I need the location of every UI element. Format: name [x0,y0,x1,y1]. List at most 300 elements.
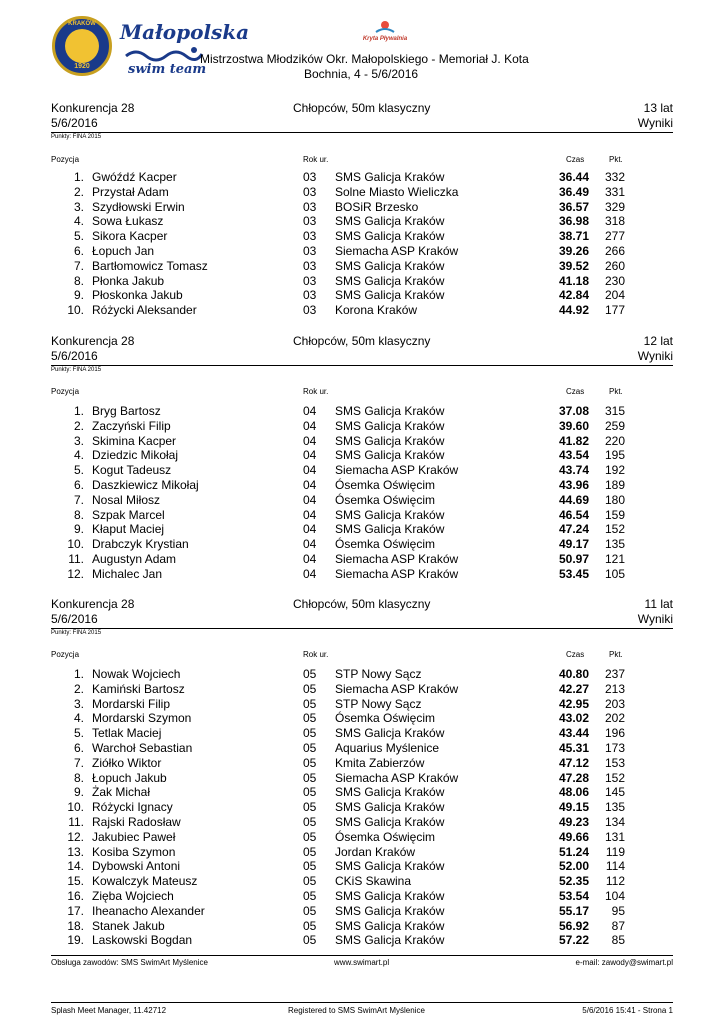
result-points: 318 [604,214,625,229]
table-row [0,303,725,318]
swimmer-name: Bartłomowicz Tomasz [92,258,208,273]
birth-year: 05 [303,933,317,948]
swimmer-name: Augustyn Adam [92,551,177,566]
table-row [0,537,725,552]
swimmer-name: Gwóźdź Kacper [92,170,177,184]
logo-top-text: KRAKÓW [68,21,96,27]
swimmer-name: Warchoł Sebastian [92,740,193,755]
table-row [0,259,725,274]
birth-year: 05 [303,844,317,859]
type-label: Wyniki [637,612,673,626]
club-name: SMS Galicja Kraków [335,229,445,244]
footer-divider [51,955,673,956]
divider [51,132,673,133]
age-label: 13 lat [643,101,673,115]
col-time: Czas [566,650,585,659]
birth-year: 03 [303,170,317,184]
table-row [0,697,725,712]
club-name: SMS Galicja Kraków [335,214,445,229]
swimmer-name: Nowak Wojciech [92,667,181,681]
club-name: SMS Galicja Kraków [335,785,445,800]
table-row [0,552,725,567]
result-time: 44.92 [558,303,589,318]
result-position: 15. [67,874,84,889]
swimmer-name: Przystał Adam [92,184,169,199]
result-position: 8. [73,770,84,785]
birth-year: 05 [303,770,317,785]
swimmer-name: Tetlak Maciej [92,726,162,741]
result-position: 3. [73,696,84,711]
table-row [0,845,725,860]
result-position: 8. [73,507,84,522]
result-position: 3. [73,433,84,448]
col-pos: Pozycja [51,650,80,659]
swimmer-name: Mordarski Szymon [92,711,192,726]
club-name: SMS Galicja Kraków [335,888,445,903]
table-row [0,682,725,697]
result-position: 1. [73,170,84,184]
result-time: 40.80 [558,667,589,681]
col-points: Pkt. [609,650,623,659]
club-name: Jordan Kraków [335,844,416,859]
result-time: 47.28 [558,770,589,785]
divider [51,365,673,366]
result-time: 53.54 [558,888,589,903]
result-time: 49.66 [558,829,589,844]
result-points: 104 [604,888,625,903]
club-name: Ósemka Oświęcim [335,829,436,844]
table-row [0,214,725,229]
result-position: 7. [73,258,84,273]
birth-year: 05 [303,903,317,918]
club-name: SMS Galicja Kraków [335,273,445,288]
race-label: Chłopców, 50m klasyczny [293,101,431,115]
col-time: Czas [566,155,585,164]
club-name: Siemacha ASP Kraków [335,463,459,478]
footer-timestamp: 5/6/2016 15:41 - Strona 1 [582,1006,673,1015]
result-position: 12. [67,829,84,844]
sponsor-name: Kryta Pływalnia [362,36,408,42]
sponsor-icon [375,20,395,34]
club-name: Kmita Zabierzów [335,755,425,770]
result-time: 49.15 [558,800,589,815]
result-position: 10. [67,303,84,318]
result-time: 52.35 [558,874,589,889]
swimmer-name: Kamiński Bartosz [92,681,185,696]
event-label: Konkurencja 28 [51,101,135,115]
footer-website[interactable]: www.swimart.pl [334,958,390,967]
birth-year: 05 [303,800,317,815]
result-points: 112 [605,874,625,889]
result-points: 277 [604,229,625,244]
col-year: Rok ur. [303,155,329,164]
birth-year: 03 [303,184,317,199]
result-points: 260 [604,258,625,273]
swimmer-name: Łopuch Jakub [92,770,167,785]
birth-year: 03 [303,229,317,244]
swimmer-name: Szpak Marcel [92,507,165,522]
swimmer-name: Ziółko Wiktor [92,755,162,770]
swimmer-name: Laskowski Bogdan [92,933,193,948]
points-note: Punkty: FINA 2015 [51,134,102,140]
club-name: SMS Galicja Kraków [335,170,445,184]
result-points: 192 [604,463,625,478]
col-points: Pkt. [609,155,623,164]
table-row [0,874,725,889]
birth-year: 05 [303,696,317,711]
race-label: Chłopców, 50m klasyczny [293,334,431,348]
result-time: 49.17 [558,537,589,552]
club-name: Solne Miasto Wieliczka [335,184,459,199]
club-name: SMS Galicja Kraków [335,404,445,418]
club-name: SMS Galicja Kraków [335,814,445,829]
table-row [0,830,725,845]
swimmer-name: Zaczyński Filip [92,418,171,433]
result-points: 145 [604,785,625,800]
club-name: SMS Galicja Kraków [335,933,445,948]
result-position: 8. [73,273,84,288]
result-position: 10. [67,537,84,552]
birth-year: 03 [303,214,317,229]
result-position: 4. [73,214,84,229]
swimmer-name: Daszkiewicz Mikołaj [92,477,199,492]
results-list-12 [0,404,725,582]
table-row [0,711,725,726]
birth-year: 05 [303,859,317,874]
result-time: 41.82 [558,433,589,448]
birth-year: 03 [303,258,317,273]
event-label: Konkurencja 28 [51,597,135,611]
meet-title: Mistrzostwa Młodzików Okr. Małopolskiego - Memoriał J. Kota [200,52,529,66]
club-name: Siemacha ASP Kraków [335,551,459,566]
date-label: 5/6/2016 [51,116,98,130]
result-time: 55.17 [558,903,589,918]
swimmer-name: Kłaput Maciej [92,522,165,537]
result-position: 10. [67,800,84,815]
result-time: 49.23 [558,814,589,829]
result-position: 6. [73,740,84,755]
date-label: 5/6/2016 [51,612,98,626]
result-position: 2. [73,681,84,696]
club-name: Aquarius Myślenice [335,740,440,755]
result-points: 131 [604,829,625,844]
sponsor-logo [355,20,415,42]
club-name: SMS Galicja Kraków [335,258,445,273]
result-time: 48.06 [558,785,589,800]
result-position: 11. [68,551,84,566]
result-points: 134 [604,814,625,829]
swimmer-name: Mordarski Filip [92,696,171,711]
result-points: 220 [604,433,625,448]
swimmer-name: Rajski Radosław [92,814,181,829]
result-points: 119 [605,844,625,859]
result-points: 177 [604,303,625,318]
swimmer-name: Kosiba Szymon [92,844,176,859]
result-points: 332 [604,170,625,184]
results-list-13 [0,170,725,318]
result-time: 36.57 [558,199,589,214]
birth-year: 04 [303,418,317,433]
result-time: 42.84 [558,288,589,303]
result-points: 85 [611,933,625,948]
club-name: SMS Galicja Kraków [335,433,445,448]
club-name: Ósemka Oświęcim [335,537,436,552]
club-name: SMS Galicja Kraków [335,448,445,463]
table-row [0,815,725,830]
result-points: 196 [604,726,625,741]
result-points: 159 [604,507,625,522]
birth-year: 05 [303,711,317,726]
table-row [0,859,725,874]
wave-icon [124,46,204,62]
club-name: SMS Galicja Kraków [335,522,445,537]
result-time: 57.22 [558,933,589,948]
result-position: 2. [73,418,84,433]
result-points: 95 [611,903,625,918]
result-position: 17. [67,903,84,918]
birth-year: 05 [303,918,317,933]
result-position: 5. [73,229,84,244]
footer-email[interactable]: e-mail: zawody@swimart.pl [575,958,673,967]
result-points: 105 [604,566,625,581]
swimmer-name: Sikora Kacper [92,229,168,244]
club-name: SMS Galicja Kraków [335,859,445,874]
result-points: 189 [604,477,625,492]
result-position: 9. [73,785,84,800]
result-time: 44.69 [558,492,589,507]
swimmer-name: Sowa Łukasz [92,214,164,229]
table-row [0,726,725,741]
result-time: 52.00 [558,859,589,874]
birth-year: 05 [303,785,317,800]
club-name: Ósemka Oświęcim [335,477,436,492]
logo-year: 1920 [74,63,90,70]
table-row [0,493,725,508]
result-position: 6. [73,243,84,258]
birth-year: 05 [303,888,317,903]
table-row [0,434,725,449]
birth-year: 04 [303,492,317,507]
result-position: 13. [67,844,84,859]
club-name: STP Nowy Sącz [335,667,422,681]
age-label: 11 lat [644,597,673,611]
club-name: SMS Galicja Kraków [335,507,445,522]
type-label: Wyniki [637,349,673,363]
birth-year: 05 [303,667,317,681]
table-row [0,478,725,493]
result-points: 180 [604,492,625,507]
swimmer-name: Michalec Jan [92,566,163,581]
result-time: 42.95 [558,696,589,711]
birth-year: 03 [303,273,317,288]
birth-year: 04 [303,551,317,566]
club-name: Siemacha ASP Kraków [335,566,459,581]
club-name: SMS Galicja Kraków [335,800,445,815]
birth-year: 05 [303,829,317,844]
swimmer-name: Łopuch Jan [92,243,155,258]
result-position: 9. [73,288,84,303]
swimmer-name: Skimina Kacper [92,433,177,448]
result-time: 46.54 [558,507,589,522]
swimmer-name: Kowalczyk Mateusz [92,874,198,889]
result-position: 5. [73,463,84,478]
table-row [0,508,725,523]
result-points: 213 [604,681,625,696]
result-points: 331 [604,184,625,199]
result-position: 12. [67,566,84,581]
birth-year: 04 [303,522,317,537]
meet-location-date: Bochnia, 4 - 5/6/2016 [304,67,419,81]
club-name: SMS Galicja Kraków [335,418,445,433]
table-row [0,229,725,244]
swimmer-name: Żak Michał [92,785,151,800]
table-row [0,756,725,771]
result-position: 2. [73,184,84,199]
swimmer-name: Jakubiec Paweł [92,829,176,844]
points-note: Punkty: FINA 2015 [51,367,102,373]
footer-software: Splash Meet Manager, 11.42712 [51,1006,167,1015]
points-note: Punkty: FINA 2015 [51,630,102,636]
table-row [0,771,725,786]
table-row [0,904,725,919]
divider [51,628,673,629]
result-position: 14. [67,859,84,874]
race-label: Chłopców, 50m klasyczny [293,597,431,611]
result-time: 41.18 [558,273,589,288]
result-points: 135 [604,537,625,552]
birth-year: 04 [303,404,317,418]
birth-year: 04 [303,566,317,581]
result-points: 202 [604,711,625,726]
table-row [0,244,725,259]
swimmer-name: Kogut Tadeusz [92,463,172,478]
result-position: 11. [68,814,84,829]
result-position: 9. [73,522,84,537]
table-row [0,785,725,800]
col-pos: Pozycja [51,387,80,396]
club-name: Ósemka Oświęcim [335,492,436,507]
result-position: 16. [67,888,84,903]
table-row [0,274,725,289]
birth-year: 05 [303,755,317,770]
birth-year: 05 [303,726,317,741]
result-time: 39.26 [558,243,589,258]
table-row [0,419,725,434]
table-row [0,448,725,463]
club-name: SMS Galicja Kraków [335,903,445,918]
table-row [0,404,725,419]
table-row [0,200,725,215]
result-points: 114 [605,859,625,874]
result-points: 135 [604,800,625,815]
birth-year: 05 [303,814,317,829]
club-name: Korona Kraków [335,303,418,318]
result-time: 53.45 [558,566,589,581]
result-points: 87 [611,918,625,933]
birth-year: 04 [303,433,317,448]
birth-year: 04 [303,463,317,478]
swimmer-name: Dziedzic Mikołaj [92,448,179,463]
birth-year: 03 [303,199,317,214]
table-row [0,741,725,756]
swimmer-name: Drabczyk Krystian [92,537,189,552]
result-position: 3. [73,199,84,214]
result-position: 4. [73,711,84,726]
result-points: 195 [604,448,625,463]
age-label: 12 lat [643,334,673,348]
club-name: SMS Galicja Kraków [335,726,445,741]
result-position: 7. [73,755,84,770]
table-row [0,889,725,904]
club-name: BOSiR Brzesko [335,199,419,214]
birth-year: 05 [303,681,317,696]
swimmer-name: Stanek Jakub [92,918,165,933]
footer-service: Obsługa zawodów: SMS SwimArt Myślenice [51,958,208,967]
swimmer-icon [65,29,99,63]
birth-year: 04 [303,448,317,463]
swimmer-name: Bryg Bartosz [92,404,161,418]
result-points: 173 [604,740,625,755]
result-points: 329 [604,199,625,214]
footer-divider-bottom [51,1002,673,1003]
result-time: 38.71 [558,229,589,244]
table-row [0,567,725,582]
table-row [0,522,725,537]
result-points: 203 [604,696,625,711]
birth-year: 03 [303,243,317,258]
result-points: 315 [604,404,625,418]
club-name: Siemacha ASP Kraków [335,681,459,696]
type-label: Wyniki [637,116,673,130]
result-points: 237 [604,667,625,681]
result-time: 39.60 [558,418,589,433]
result-points: 152 [604,522,625,537]
result-position: 6. [73,477,84,492]
birth-year: 03 [303,303,317,318]
result-points: 153 [604,755,625,770]
club-name: SMS Galicja Kraków [335,918,445,933]
results-list-11 [0,667,725,948]
club-name: CKiS Skawina [335,874,412,889]
result-time: 43.96 [558,477,589,492]
birth-year: 05 [303,740,317,755]
col-time: Czas [566,387,585,396]
swimmer-name: Płoskonka Jakub [92,288,183,303]
result-position: 19. [67,933,84,948]
result-time: 37.08 [558,404,589,418]
result-time: 50.97 [558,551,589,566]
result-points: 259 [604,418,625,433]
club-name: STP Nowy Sącz [335,696,422,711]
table-row [0,919,725,934]
result-time: 56.92 [558,918,589,933]
event-label: Konkurencja 28 [51,334,135,348]
table-row [0,667,725,682]
table-row [0,288,725,303]
result-points: 230 [604,273,625,288]
table-row [0,463,725,478]
result-time: 47.24 [558,522,589,537]
result-points: 266 [604,243,625,258]
result-position: 4. [73,448,84,463]
table-row [0,170,725,185]
result-time: 39.52 [558,258,589,273]
result-position: 1. [73,667,84,681]
birth-year: 04 [303,537,317,552]
swimmer-name: Płonka Jakub [92,273,165,288]
club-name: Ósemka Oświęcim [335,711,436,726]
swimmer-name: Szydłowski Erwin [92,199,185,214]
